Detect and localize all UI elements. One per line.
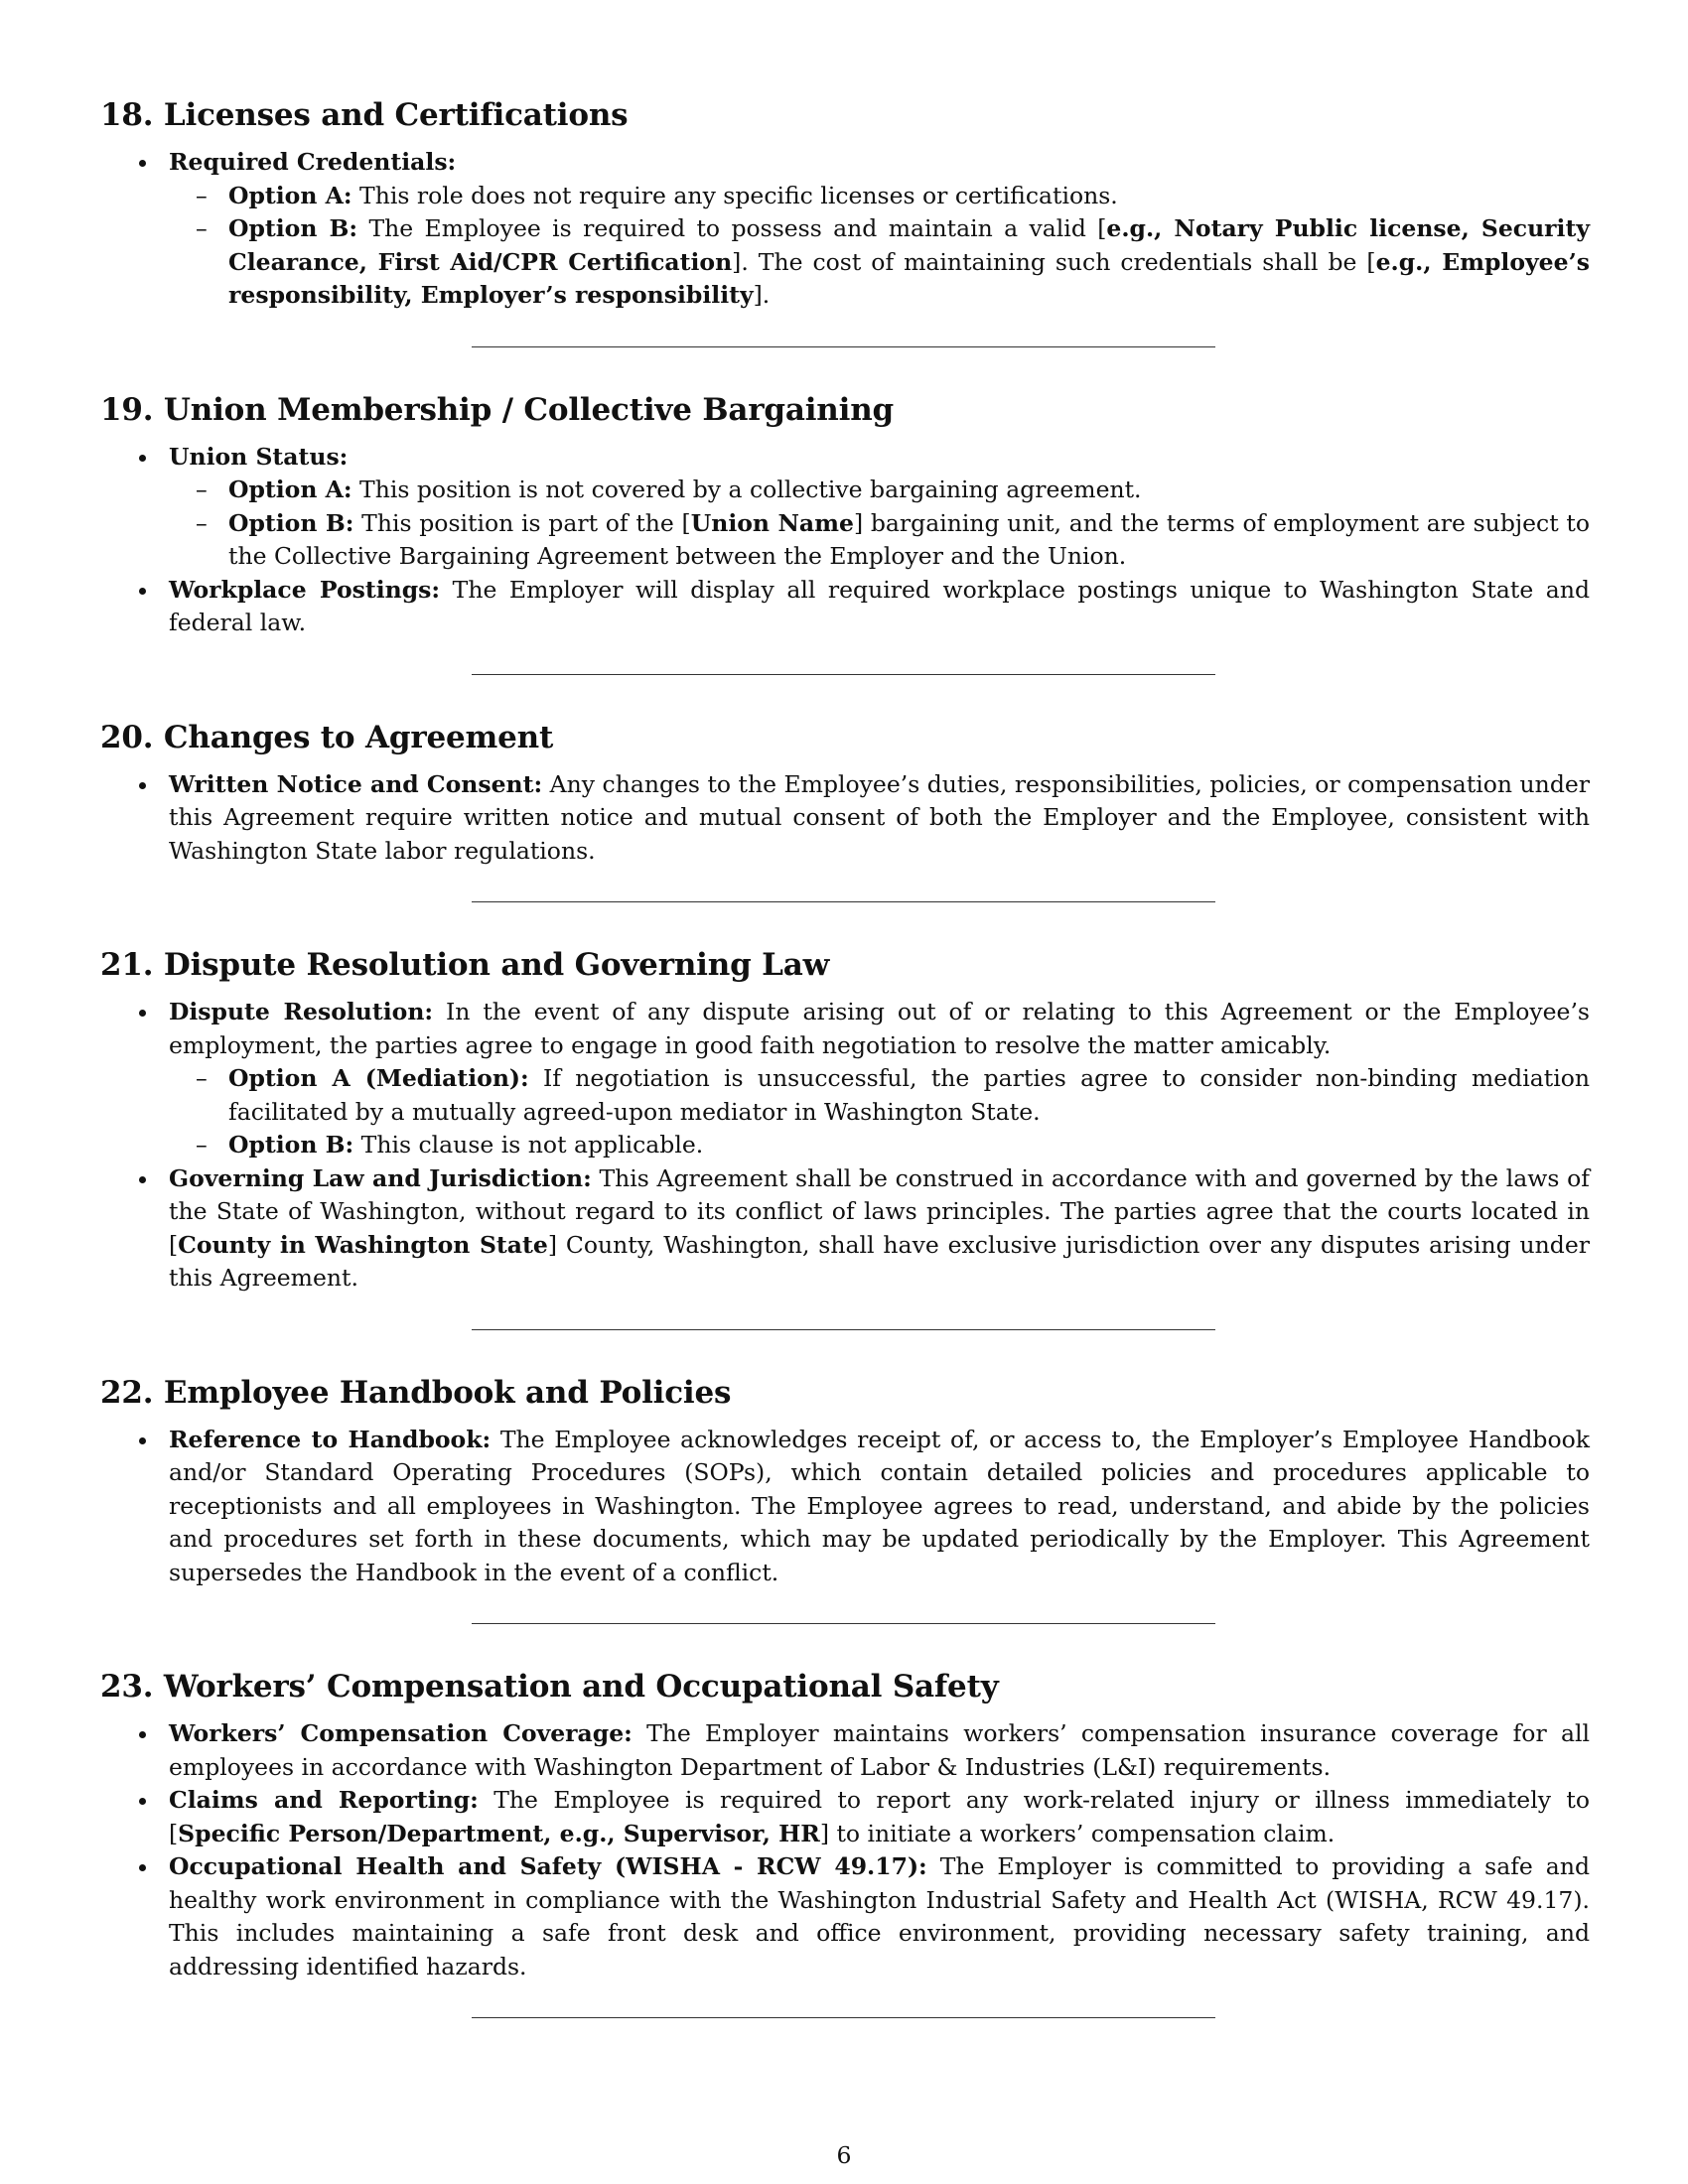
placeholder-text: Specific Person/Department, e.g., Supervisor, HR (178, 1819, 820, 1847)
option-label: Option A: (228, 476, 352, 503)
bullet-text: The Employer will display all required workplace postings unique to Washington State and federal law. (169, 575, 1590, 636)
section-19 (100, 390, 1590, 640)
bullet-label: Workplace Postings: (169, 575, 441, 604)
list-item-governing-law (100, 1162, 1590, 1296)
bullet-label: Required Credentials: (169, 148, 457, 176)
section-20-list (100, 768, 1590, 869)
option-text: ]. The cost of maintaining such credentials shall be [ (732, 247, 1376, 276)
option-label: Option B: (228, 214, 358, 242)
section-19-heading: 19. Union Membership / Collective Bargaining (100, 391, 895, 428)
section-21 (100, 945, 1590, 1296)
list-item-handbook-reference (100, 1424, 1590, 1590)
section-divider (472, 901, 1215, 902)
bullet-text: In the event of any dispute arising out of or relating to this Agreement or the Employee’s employment, the parties agree to engage in good faith negotiation to resolve the matter amicably. (169, 998, 1590, 1059)
sub-item-option-a (169, 474, 1590, 507)
sub-item-option-b (169, 212, 1590, 313)
option-text: ]. (753, 281, 771, 309)
option-text: This position is part of the [ (353, 508, 691, 537)
bullet-label: Union Status: (169, 442, 349, 471)
section-18-heading: 18. Licenses and Certifications (100, 97, 629, 133)
list-item-workers-comp-coverage (100, 1717, 1590, 1784)
section-18 (100, 95, 1590, 313)
option-text: This role does not require any specific licenses or certifications. (352, 181, 1118, 209)
bullet-text: This Agreement shall be construed in accordance with and governed by the laws of the State of Washington, without regard to its conflict of laws principles. The parties agree that the courts located in [ (169, 1163, 1590, 1259)
list-item-union-status (100, 441, 1590, 574)
sub-item-option-b (169, 1129, 1590, 1162)
list-item-written-notice (100, 768, 1590, 869)
list-item-dispute-resolution (100, 996, 1590, 1162)
document-content (100, 95, 1590, 2018)
placeholder-text: e.g., Notary Public license, Security Clearance, First Aid/CPR Certification (228, 214, 1590, 276)
list-item-required-credentials (100, 146, 1590, 313)
section-21-list (100, 996, 1590, 1296)
section-23-list (100, 1717, 1590, 1983)
page-number: 6 (836, 2141, 852, 2169)
list-item-workplace-postings (100, 574, 1590, 640)
section-23-heading: 23. Workers’ Compensation and Occupational Safety (100, 1669, 999, 1705)
option-label: Option B: (228, 508, 354, 537)
bullet-label: Reference to Handbook: (169, 1425, 492, 1453)
placeholder-text: Union Name (690, 508, 854, 537)
option-label: Option A: (228, 181, 352, 209)
bullet-label: Written Notice and Consent: (169, 769, 543, 798)
option-text: ] bargaining unit, and the terms of employment are subject to the Collective Bargaining Agreement between the Employer and the Union. (228, 508, 1590, 570)
list-item-occupational-safety (100, 1850, 1590, 1983)
sub-list (169, 1062, 1590, 1162)
bullet-text: Any changes to the Employee’s duties, responsibilities, policies, or compensation under this Agreement require written notice and mutual consent of both the Employer and the Employee, consistent with Washington State labor regulations. (169, 769, 1590, 865)
section-divider (472, 674, 1215, 675)
section-18-list (100, 146, 1590, 313)
section-20-heading: 20. Changes to Agreement (100, 719, 554, 755)
section-19-list (100, 441, 1590, 640)
section-22-heading: 22. Employee Handbook and Policies (100, 1374, 732, 1411)
section-divider (472, 2017, 1215, 2018)
sub-list (169, 180, 1590, 313)
sub-list (169, 474, 1590, 574)
placeholder-text: e.g., Employee’s responsibility, Employer’s responsibility (228, 247, 1590, 309)
section-divider (472, 346, 1215, 347)
bullet-text: ] County, Washington, shall have exclusive jurisdiction over any disputes arising under this Agreement. (169, 1230, 1590, 1292)
bullet-text: The Employee acknowledges receipt of, or access to, the Employer’s Employee Handbook and/or Standard Operating Procedures (SOPs), which contain detailed policies and procedures applicable to receptionists and all employees in Washington. The Employee agrees to read, understand, and abide by the policies and procedures set forth in these documents, which may be updated periodically by the Employer. This Agreement supersedes the Handbook in the event of a conflict. (169, 1425, 1590, 1586)
list-item-claims-reporting (100, 1784, 1590, 1850)
sub-item-option-a (169, 1062, 1590, 1129)
section-22-list (100, 1424, 1590, 1590)
sub-item-option-a (169, 180, 1590, 213)
section-22 (100, 1373, 1590, 1590)
section-divider (472, 1623, 1215, 1624)
sub-item-option-b (169, 507, 1590, 574)
option-text: The Employee is required to possess and maintain a valid [ (357, 214, 1107, 242)
option-text: If negotiation is unsuccessful, the parties agree to consider non-binding mediation facilitated by a mutually agreed-upon mediator in Washington State. (228, 1064, 1590, 1126)
bullet-label: Governing Law and Jurisdiction: (169, 1163, 592, 1192)
bullet-label: Occupational Health and Safety (WISHA - RCW 49.17): (169, 1852, 927, 1880)
bullet-text: The Employer is committed to providing a safe and healthy work environment in compliance with the Washington Industrial Safety and Health Act (WISHA, RCW 49.17). This includes maintaining a safe front desk and office environment, providing necessary safety training, and addressing identified hazards. (169, 1852, 1590, 1980)
section-23 (100, 1667, 1590, 1983)
bullet-label: Dispute Resolution: (169, 998, 434, 1025)
option-label: Option B: (228, 1131, 354, 1159)
bullet-label: Claims and Reporting: (169, 1786, 479, 1814)
section-divider (472, 1329, 1215, 1330)
bullet-text: ] to initiate a workers’ compensation claim. (819, 1819, 1336, 1847)
section-20 (100, 718, 1590, 869)
bullet-text: The Employer maintains workers’ compensation insurance coverage for all employees in accordance with Washington Department of Labor & Industries (L&I) requirements. (169, 1719, 1590, 1781)
placeholder-text: County in Washington State (178, 1230, 548, 1259)
option-text: This position is not covered by a collective bargaining agreement. (352, 476, 1142, 503)
section-21-heading: 21. Dispute Resolution and Governing Law (100, 947, 830, 983)
bullet-text: The Employee is required to report any work-related injury or illness immediately to [ (169, 1786, 1590, 1847)
option-label: Option A (Mediation): (228, 1064, 529, 1092)
bullet-label: Workers’ Compensation Coverage: (169, 1719, 633, 1747)
option-text: This clause is not applicable. (353, 1131, 704, 1159)
